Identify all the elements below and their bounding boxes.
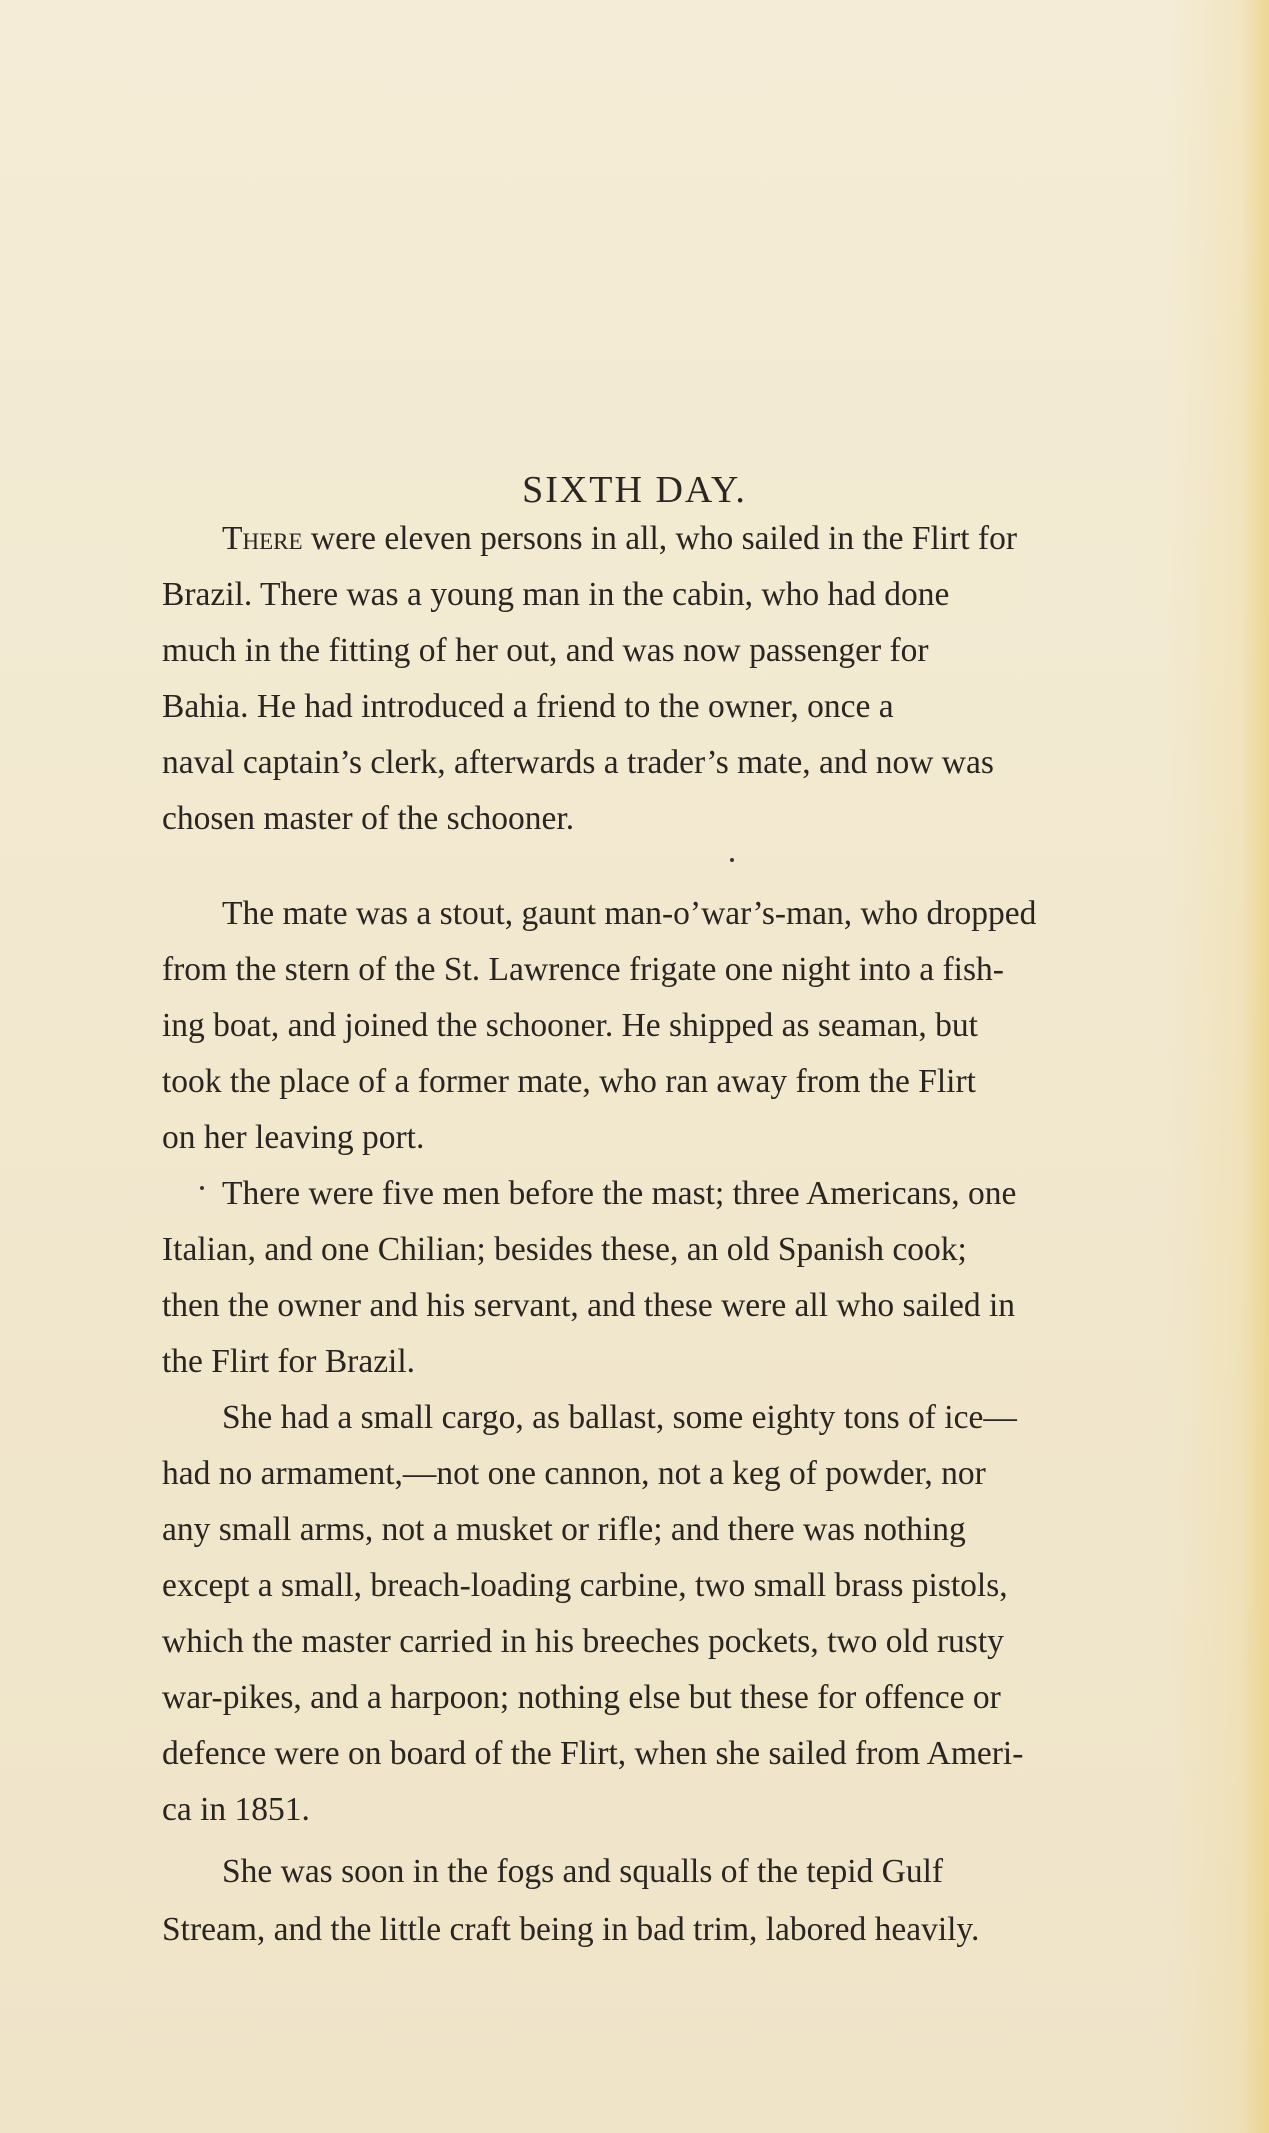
text-line: war-pikes, and a harpoon; nothing else but these for offence or	[162, 1679, 1001, 1716]
drop-small-caps: There	[222, 520, 303, 557]
text-line: any small arms, not a musket or rifle; and there was nothing	[162, 1511, 966, 1548]
text-line: chosen master of the schooner.	[162, 800, 575, 837]
text-line: on her leaving port.	[162, 1119, 425, 1156]
text-line: She was soon in the fogs and squalls of the tepid Gulf	[222, 1853, 944, 1890]
text-line: had no armament,—not one cannon, not a keg of powder, nor	[162, 1455, 986, 1492]
text-line: much in the fitting of her out, and was now passenger for	[162, 632, 929, 669]
text-line: Bahia. He had introduced a friend to the owner, once a	[162, 688, 894, 725]
text-line: She had a small cargo, as ballast, some eighty tons of ice—	[222, 1399, 1017, 1436]
text-line: the Flirt for Brazil.	[162, 1343, 416, 1380]
text-line: There were five men before the mast; three Americans, one	[222, 1175, 1017, 1212]
stray-ink-mark	[200, 1186, 204, 1190]
line-text: were eleven persons in all, who sailed in the Flirt for	[302, 520, 1017, 557]
text-line: The mate was a stout, gaunt man-o’war’s-man, who dropped	[222, 895, 1037, 932]
text-line: except a small, breach-loading carbine, two small brass pistols,	[162, 1567, 1008, 1604]
stray-ink-mark	[730, 858, 734, 862]
text-line: which the master carried in his breeches pockets, two old rusty	[162, 1623, 1004, 1660]
text-line: Brazil. There was a young man in the cabin, who had done	[162, 576, 950, 613]
text-line: from the stern of the St. Lawrence frigate one night into a fish-	[162, 951, 1004, 988]
page-edge-shadow	[1241, 0, 1269, 2133]
text-line: defence were on board of the Flirt, when she sailed from Ameri-	[162, 1735, 1024, 1772]
text-line: naval captain’s clerk, afterwards a trader’s mate, and now was	[162, 744, 994, 781]
chapter-title: SIXTH DAY.	[522, 469, 747, 511]
text-line: then the owner and his servant, and these were all who sailed in	[162, 1287, 1016, 1324]
text-line: Stream, and the little craft being in bad trim, labored heavily.	[162, 1911, 980, 1948]
text-line: ing boat, and joined the schooner. He shipped as seaman, but	[162, 1007, 978, 1044]
text-line: took the place of a former mate, who ran away from the Flirt	[162, 1063, 976, 1100]
text-line: ca in 1851.	[162, 1791, 310, 1828]
text-line: Italian, and one Chilian; besides these, an old Spanish cook;	[162, 1231, 967, 1268]
text-line	[222, 519, 1232, 559]
